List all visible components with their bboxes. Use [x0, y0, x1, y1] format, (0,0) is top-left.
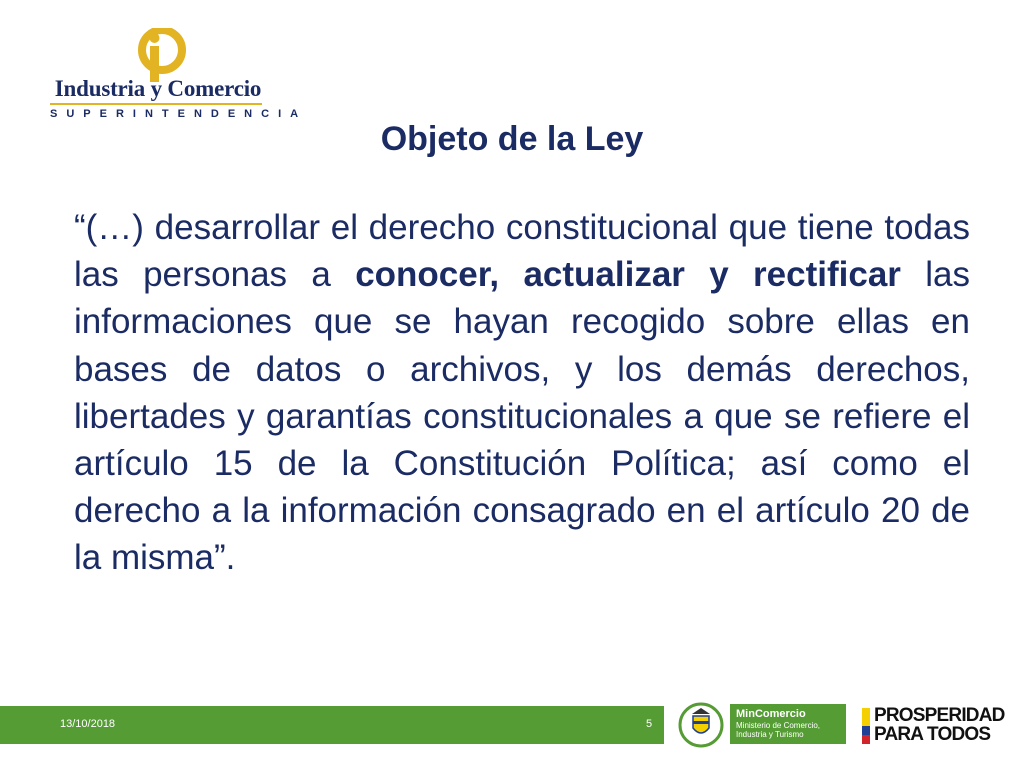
prosperidad-line-2: PARA TODOS [874, 724, 991, 745]
logo-name: Industria y Comercio [54, 76, 262, 101]
sic-logo [48, 28, 308, 128]
quote-part-intro: “(…) desarrollar el derecho constitucional que tiene todas las personas a [74, 208, 970, 295]
footer-date: 13/10/2018 [60, 718, 116, 730]
colombia-crest-icon [678, 702, 724, 748]
slide-number: 5 [646, 718, 653, 730]
mincomercio-title: MinComercio [736, 708, 806, 720]
logo-subtitle: SUPERINTENDENCIA [50, 108, 308, 120]
quote-part-rest: las informaciones que se hayan recogido sobre ellas en bases de datos o archivos, y los demás derechos, libertades y garantías constitucionales a que se refiere el artículo 15 de la Constitución Política; así como el derecho a la información consagrado en el artículo 20 de la misma”. [74, 255, 970, 578]
slide-title: Objeto de la Ley [380, 120, 644, 158]
mincomercio-logo [730, 704, 846, 744]
mincomercio-subtitle: Ministerio de Comercio, Industria y Turismo [736, 721, 821, 739]
quote-part-emphasis: conocer, actualizar y rectificar [355, 255, 901, 295]
logo-divider [50, 103, 262, 105]
colombia-flag-icon [862, 708, 870, 744]
prosperidad-logo [874, 706, 1005, 744]
prosperidad-line-1: PROSPERIDAD [874, 705, 1005, 726]
quote-text [74, 204, 970, 582]
